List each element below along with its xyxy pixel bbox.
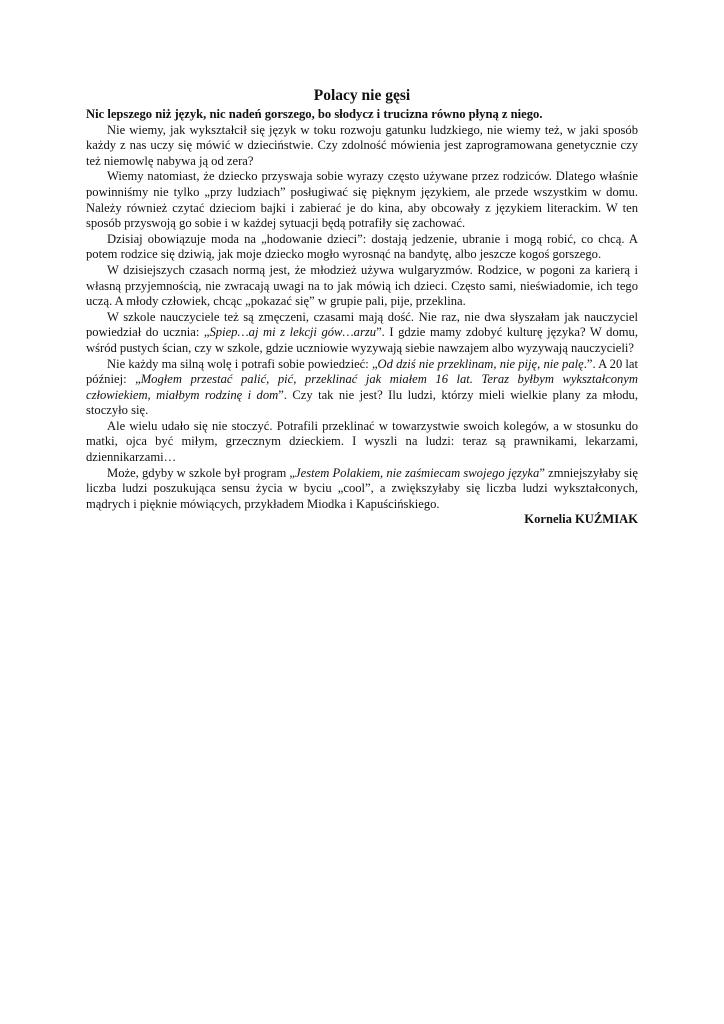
text-run: W dzisiejszych czasach normą jest, że młodzież używa wulgaryzmów. Rodzice, w pogoni za karierą i własną przyjemnością, nie zwracają uwagi na to jak mówią ich dzieci. Często sami, nieświadomie, ich tego uczą. A młody człowiek, chcąc „pokazać się” w grupie pali, pije, przeklina. [86, 262, 638, 309]
article-lead: Nic lepszego niż język, nic nadeń gorszego, bo słodycz i trucizna równo płyną z niego. [86, 107, 543, 121]
italic-quote: Spiep…aj mi z lekcji gów…arzu [209, 325, 377, 340]
body-paragraph [86, 310, 638, 357]
document-page [86, 86, 638, 528]
text-run: ”. Czy tak nie jest? Ilu ludzi, którzy mieli wielkie plany za młodu, stoczyło się. [86, 387, 639, 418]
body-paragraph [86, 232, 638, 263]
body-paragraph [86, 357, 638, 419]
text-run: Ale wielu udało się nie stoczyć. Potrafili przeklinać w towarzystwie swoich kolegów, a w stosunku do matki, ojca być miłym, grzecznym dzieckiem. I wyszli na ludzi: teraz są prawnikami, lekarzami, dziennikarzami… [86, 418, 638, 465]
body-paragraph [86, 263, 638, 310]
text-run: .”. A 20 lat później: „ [86, 356, 639, 387]
text-run: Nie wiemy, jak wykształcił się język w toku rozwoju gatunku ludzkiego, nie wiemy też, w jaki sposób każdy z nas uczy się mówić w dzieciństwie. Czy zdolność mówienia jest zaprogramowana genetycznie czy też niemowlę nabywa ją od zera? [86, 122, 638, 168]
text-run: W szkole nauczyciele też są zmęczeni, czasami mają dość. Nie raz, nie dwa słyszałam jak nauczyciel powiedział do ucznia: „ [86, 309, 638, 340]
italic-quote: Jestem Polakiem, nie zaśmiecam swojego języka [295, 465, 540, 480]
article-body [86, 123, 638, 513]
body-paragraph [86, 123, 638, 170]
text-run: ”. I gdzie mamy zdobyć kulturę języka? W domu, wśród pustych ścian, czy w szkole, gdzie uczniowie wyzywają siebie nawzajem albo wyzywają nauczycieli? [86, 325, 638, 355]
article-author: Kornelia KUŹMIAK [524, 512, 638, 527]
body-paragraph [86, 419, 638, 466]
italic-quote: Mogłem przestać palić, pić, przeklinać jak miałem 16 lat. Teraz byłbym wykształconym człowiekiem, miałbym rodzinę i dom [86, 372, 638, 402]
italic-quote: Od dziś nie przeklinam, nie piję, nie palę [377, 356, 584, 371]
body-paragraph [86, 466, 638, 513]
article-title: Polacy nie gęsi [313, 87, 411, 104]
text-run: ” zmniejszyłaby się liczba ludzi poszukująca sensu życia w byciu „cool”, a zwiększyłaby się liczba ludzi wykształconych, mądrych i pięknie mówiących, przykładem Miodka i Kapuścińskiego. [86, 465, 639, 511]
text-run: Wiemy natomiast, że dziecko przyswaja sobie wyrazy często używane przez rodziców. Dlatego właśnie powinniśmy nie tylko „przy ludziach” posługiwać się pięknym językiem, ale przede wszystkim w domu. Należy również czytać dzieciom bajki i zabierać je do kina, aby obcowały z językiem literackim. W ten sposób przyswoją go sobie i w każdej sytuacji będą potrafiły się zachować. [86, 169, 638, 231]
text-run: Dzisiaj obowiązuje moda na „hodowanie dzieci”: dostają jedzenie, ubranie i mogą robić, co chcą. A potem rodzice się dziwią, jak moje dziecko mogło wyrosnąć na bandytę, albo jeszcze kogoś gorszego. [86, 231, 638, 262]
text-run: Nie każdy ma silną wolę i potrafi sobie powiedzieć: „ [107, 356, 378, 371]
body-paragraph [86, 169, 638, 231]
text-run: Może, gdyby w szkole był program „ [107, 465, 296, 480]
